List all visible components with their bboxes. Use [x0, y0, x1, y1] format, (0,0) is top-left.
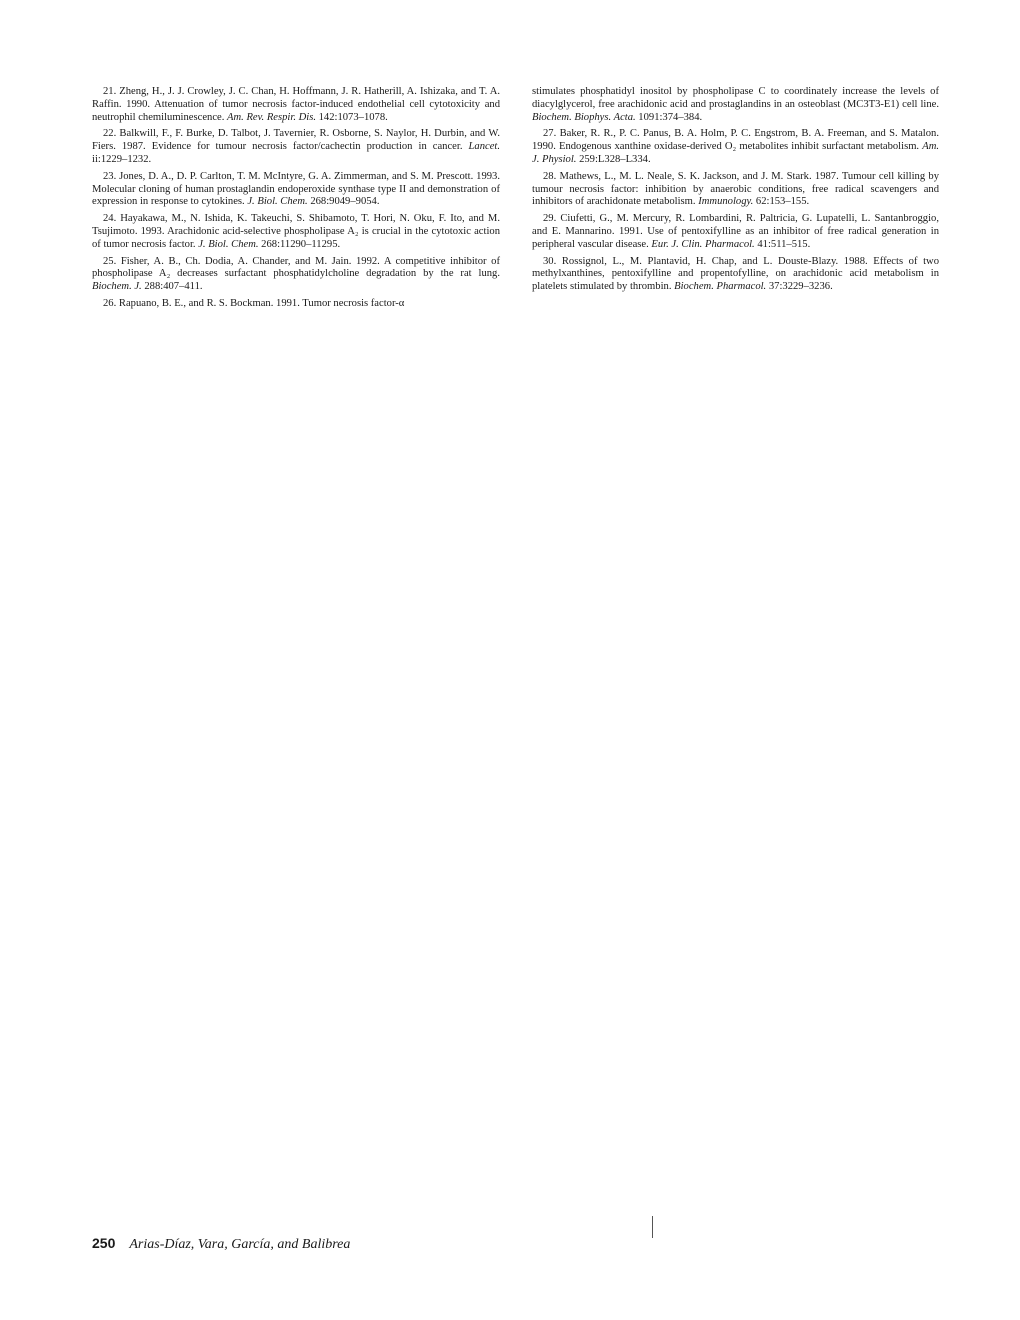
journal-name: J. Biol. Chem. — [198, 238, 259, 250]
references-right-column — [532, 86, 939, 298]
journal-name: Lancet. — [468, 141, 500, 153]
reference-item: 25. Fisher, A. B., Ch. Dodia, A. Chander, and M. Jain. 1992. A competitive inhibitor of phospholipase A₂ decreases surfactant phosphatidylcholine degradation by the rat lung. Biochem. J. 288:407–411. — [92, 255, 500, 293]
journal-name: J. Biol. Chem. — [247, 196, 308, 208]
journal-name: Eur. J. Clin. Pharmacol. — [651, 238, 755, 250]
reference-item: 22. Balkwill, F., F. Burke, D. Talbot, J. Tavernier, R. Osborne, S. Naylor, H. Durbin, and W. Fiers. 1987. Evidence for tumour necrosis factor/cachectin production in cancer. Lancet. ii:1229–1232. — [92, 128, 500, 165]
reference-item: 24. Hayakawa, M., N. Ishida, K. Takeuchi, S. Shibamoto, T. Hori, N. Oku, F. Ito, and M. Tsujimoto. 1993. Arachidonic acid-selective phospholipase A₂ is crucial in the cytotoxic action of tumor necrosis factor. J. Biol. Chem. 268:11290–11295. — [92, 213, 500, 250]
reference-item: 28. Mathews, L., M. L. Neale, S. K. Jackson, and J. M. Stark. 1987. Tumour cell killing by tumour necrosis factor: inhibition by anaerobic conditions, free radical scavengers and inhibitors of arachidonate metabolism. Immunology. 62:153–155. — [532, 170, 939, 208]
reference-continuation: stimulates phosphatidyl inositol by phospholipase C to coordinately increase the levels of diacylglycerol, free arachidonic acid and prostaglandins in an osteoblast (MC3T3-E1) cell line. Biochem. Biophys. Acta. 1091:374–384. — [532, 86, 939, 123]
reference-item: 23. Jones, D. A., D. P. Carlton, T. M. McIntyre, G. A. Zimmerman, and S. M. Prescott. 1993. Molecular cloning of human prostaglandin endoperoxide synthase type II and demonstration of expression in response to cytokines. J. Biol. Chem. 268:9049–9054. — [92, 170, 500, 208]
page-footer — [92, 1234, 350, 1254]
running-authors: Arias-Díaz, Vara, García, and Balibrea — [129, 1237, 351, 1252]
scan-mark — [652, 1216, 653, 1238]
journal-name: Am. J. Physiol. — [532, 141, 939, 165]
page-number: 250 — [92, 1235, 116, 1251]
journal-name: Immunology. — [698, 196, 754, 208]
reference-item: 29. Ciufetti, G., M. Mercury, R. Lombardini, R. Paltricia, G. Lupatelli, L. Santanbroggio, and E. Mannarino. 1991. Use of pentoxifylline as an inhibitor of free radical generation in peripheral vascular disease. Eur. J. Clin. Pharmacol. 41:511–515. — [532, 213, 939, 250]
journal-name: Biochem. Pharmacol. — [674, 281, 767, 293]
journal-name: Am. Rev. Respir. Dis. — [227, 111, 316, 123]
references-left-column — [92, 86, 500, 315]
reference-item: 30. Rossignol, L., M. Plantavid, H. Chap, and L. Douste-Blazy. 1988. Effects of two methylxanthines, pentoxifylline and propentofylline, on arachidonic acid metabolism in platelets stimulated by thrombin. Biochem. Pharmacol. 37:3229–3236. — [532, 255, 939, 293]
reference-item: 21. Zheng, H., J. J. Crowley, J. C. Chan, H. Hoffmann, J. R. Hatherill, A. Ishizaka, and T. A. Raffin. 1990. Attenuation of tumor necrosis factor-induced endothelial cell cytotoxicity and neutrophil chemiluminescence. Am. Rev. Respir. Dis. 142:1073–1078. — [92, 86, 500, 123]
journal-name: Biochem. J. — [92, 281, 142, 293]
reference-item: 26. Rapuano, B. E., and R. S. Bockman. 1991. Tumor necrosis factor-α — [103, 297, 405, 309]
journal-name: Biochem. Biophys. Acta. — [532, 111, 636, 123]
reference-item: 27. Baker, R. R., P. C. Panus, B. A. Holm, P. C. Engstrom, B. A. Freeman, and S. Matalon. 1990. Endogenous xanthine oxidase-derived O₂ metabolites inhibit surfactant metabolism. Am. J. Physiol. 259:L328–L334. — [532, 128, 939, 165]
